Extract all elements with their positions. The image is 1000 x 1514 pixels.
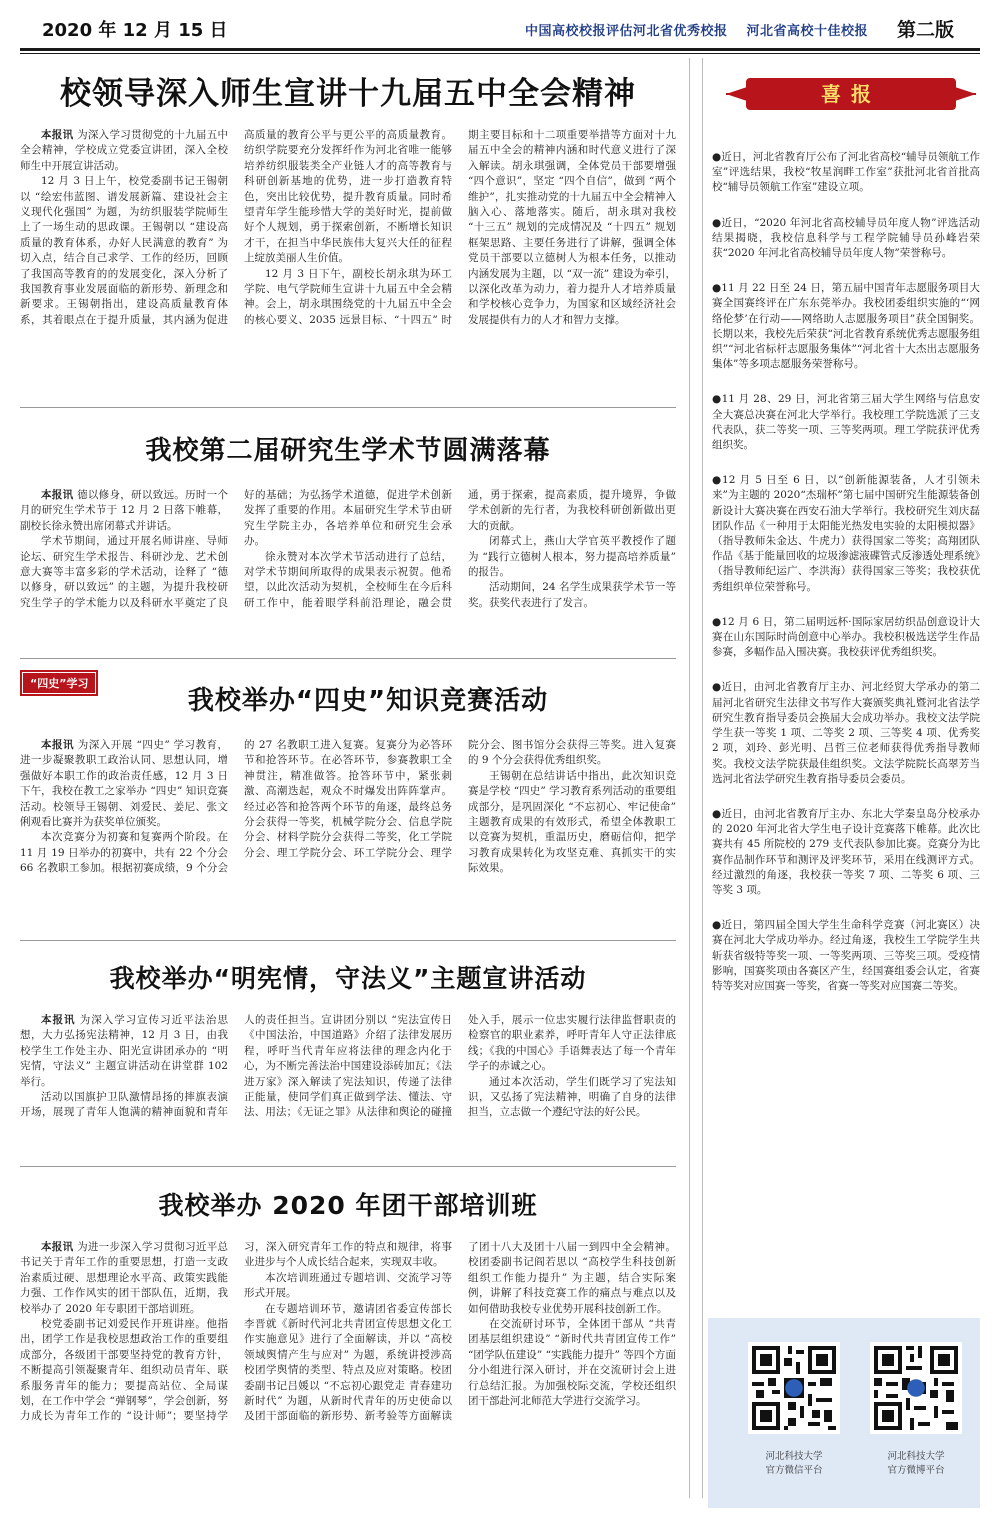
article-xueshujie <box>20 410 676 650</box>
article-sishi <box>20 662 676 932</box>
banner-title: 喜报 <box>746 78 956 110</box>
lead-label: 本报讯 <box>41 1014 76 1026</box>
article-separator <box>20 940 676 941</box>
article-headline: 我校举办“明宪情，守法义”主题宣讲活动 <box>109 964 587 993</box>
qr-label-line: 河北科技大学 <box>765 1451 823 1462</box>
paragraph: 王锡朝在总结讲话中指出，此次知识竞赛是学校 “四史” 学习教育系列活动的重要组成部分，是巩固深化 “不忘初心、牢记使命” 主题教育成果的有效形式，希望全体教职工以竞赛为契机，重温历史，磨砺信仰，把学习教育成果转化为攻坚克难、真抓实干的实际效果。 <box>468 769 676 875</box>
article-wuzhong <box>20 60 676 390</box>
good-news-banner <box>726 72 976 116</box>
article-body <box>20 488 676 648</box>
qr-code-icon <box>748 1342 840 1434</box>
paragraph: 12 月 3 日上午，校党委副书记王锡朝以 “绘宏伟蓝图、谱发展新篇、建设社会主义现代化强国” 为题，为纺织服装学院师生上了一场生动的思政课。王锡朝以 “建设高质量的教育体系，办好人民满意的教育” 为切入点，结合自己求学、工作的经历，回顾了我国高等教育的的发展变化，深入分析了我国教育事业发展面临的新形势、新理念和新要求。王锡朝指出，建设高质量教育体系，其着眼点在于提升质量，其内涵为促进高质量的教育公平与更公平的高质量教育。纺织学院要充分发挥纤作为河北省唯一能够培养纺织服装类全产业链人才的高等教育与科研创新基地的优势，进一步打造教育特色，突出比较优势，提升教育质量。同时希望青年学生能珍惜大学的美好时光，提前做好个人规划，勇于探索创新，不断增长知识才干，在担当中华民族伟大复兴大任的征程上绽放美丽人生价值。 <box>20 129 452 326</box>
lead-label: 本报讯 <box>41 1241 74 1253</box>
article-separator <box>20 658 676 659</box>
paragraph: 为深入学习宣传习近平法治思想，大力弘扬宪法精神，12 月 3 日，由我校学生工作处主办、阳光宣讲团承办的 “明宪情，守法义” 主题宣讲活动在讲堂群 102 举行。 <box>20 1014 229 1088</box>
paragraph: 为进一步深入学习贯彻习近平总书记关于青年工作的重要思想，打造一支政治素质过硬、思想理论水平高、政策实践能力强、工作作风实的团干部队伍，近期，我校举办了 2020 年专职团干部培训班。 <box>20 1241 229 1315</box>
article-headline: 我校第二届研究生学术节圆满落幕 <box>145 436 551 466</box>
paragraph: 本次培训班通过专题培训、交流学习等形式开展。 <box>244 1271 452 1300</box>
paragraph: 12 月 3 日下午，副校长胡永琪为环工学院、电气学院师生宣讲十九届五中全会精神。会上，胡永琪围绕党的十九届五中全会的核心要义、2035 远景目标、“十四五” 时期主要目标和十二项重要举措等方面对十九届五中全会的精神内涵和时代意义进行了深入解读。胡永琪强调，全体党员干部要增强 “四个意识”，坚定 “四个自信”，做到 “两个维护”，扎实推动党的十九届五中全会精神入脑入心、落地落实。随后，胡永琪对我校 “十三五” 规划的完成情况及 “十四五” 规划框架思路、主要任务进行了讲解，强调全体党员干部要以立德树人为根本任务，以推动内涵发展为主题，以 “双一流” 建设为牵引，以深化改革为动力，着力提升人才培养质量和学校核心竞争力，为国家和区域经济社会发展提供有力的人才和智力支撑。 <box>244 129 676 326</box>
column-divider <box>689 58 690 1498</box>
paragraph: 本次竞赛分为初赛和复赛两个阶段。在 11 月 19 日举办的初赛中，共有 22 个分会 66 名教职工参加。根据初赛成绩，9 个分会的 27 名教职工进入复赛。复赛分为必答环节和抢答环节。在必答环节，参赛教职工全神贯注，精准做答。抢答环节中，紧张刺激、高潮迭起，观众不时爆发出阵阵掌声。经过必答和抢答两个环节的角逐，最终总务分会获得一等奖，机械学院分会、信息学院分会、材料学院分会获得二等奖，化工学院分会、理工学院分会、环工学院分会、理学院分会、图书馆分会获得三等奖。进入复赛的 9 个分会获得优秀组织奖。 <box>20 739 676 875</box>
paragraph: 德以修身，研以致远。历时一个月的研究生学术节于 12 月 2 日落下帷幕，副校长徐永赞出席闭幕式并讲话。 <box>20 489 229 532</box>
lead-label: 本报讯 <box>41 739 74 751</box>
header-rule <box>20 48 980 51</box>
paragraph: 为深入开展 “四史” 学习教育，进一步凝聚教职工政治认同、思想认同，增强做好本职工作的政治责任感，12 月 3 日下午，我校在教工之家举办 “四史” 知识竞赛活动。校领导王锡朝、刘爱民、姜尼、张文俐观看比赛并为获奖单位颁奖。 <box>20 739 229 829</box>
page-header <box>20 0 980 48</box>
article-tuanganbu <box>20 1170 676 1505</box>
qr-code-icon <box>870 1342 962 1434</box>
news-item: ●12 月 6 日，第二届明远杯·国际家居纺织品创意设计大赛在山东国际时尚创意中心举办。我校积极选送学生作品参赛，多幅作品入围决赛。我校获评优秀组织奖。 <box>712 615 980 659</box>
issue-date: 2020 年 12 月 15 日 <box>42 20 228 41</box>
weibo-qr-code[interactable] <box>870 1342 962 1434</box>
paragraph: 活动以国旗护卫队激情昂扬的摔旗表演开场，展现了青年人饱满的精神面貌和青年人的责任担当。宣讲团分别以 “宪法宣传日《中国法治，中国道路》介绍了法律发展历程，呼吁当代青年应将法律的理念内化于心，为不断完善法治中国建设添砖加瓦；《法进万家》深入解读了宪法知识，传递了法律正能量，使同学们真正做到学法、懂法、守法、用法；《无证之罪》从法律和舆论的碰撞处入手，展示一位忠实履行法律监督职责的检察官的职业素养，呼吁青年人守正法律底线；《我的中国心》手语舞表达了每一个青年学子的赤诚之心。 <box>20 1014 676 1119</box>
paragraph: 闭幕式上，燕山大学官英平教授作了题为 “践行立德树人根本，努力提高培养质量” 的报告。 <box>468 535 676 579</box>
motto-2: 河北省高校十佳校报 <box>746 24 868 39</box>
article-separator <box>20 407 676 408</box>
wechat-qr-code[interactable] <box>748 1342 840 1434</box>
news-item: ●近日，由河北省教育厅主办、河北经贸大学承办的第二届河北省研究生法律文书写作大赛颁奖典礼暨河北省法学研究生教育指导委员会换届大会成功举办。我校文法学院学生获一等奖 1 项、二等奖 2 项、三等奖 4 项、优秀奖 2 项，刘玲、彭光明、吕哲三位老师获得优秀指导教师奖。我校文法学院获最佳组织奖。文法学院院长高翠芳当选河北省法学研究生教育指导委员会委员。 <box>712 681 980 785</box>
header-rule-thin <box>20 53 980 54</box>
article-body <box>20 1240 676 1502</box>
paragraph: 在专题培训环节，邀请团省委宣传部长李晋就《新时代河北共青团宣传思想文化工作实施意见》进行了全面解读，并以 “高校领域舆情产生与应对” 为题，系统讲授涉高校团学舆情的类型、特点及应对策略。校团委副书记吕媛以 “不忘初心跟党走 青春建功新时代” 为题，从新时代青年的历史使命以及团干部面临的新形势、新考验等方面解读了团十八大及团十八届一到四中全会精神。校团委副书记阎若思以 “高校学生科技创新组织工作能力提升” 为主题，结合实际案例，讲解了科技竞赛工作的痛点与难点以及如何借助我校专业优势开展科技创新工作。 <box>244 1241 676 1423</box>
article-separator <box>20 1166 676 1167</box>
column-divider <box>702 58 703 1498</box>
article-body <box>20 1013 676 1155</box>
qr-label-line: 官方微博平台 <box>887 1465 945 1476</box>
paragraph: 活动期间，24 名学生成果获学术节一等奖。获奖代表进行了发言。 <box>468 581 676 609</box>
article-body <box>20 128 676 390</box>
paragraph: 徐永赞对本次学术节活动进行了总结，对学术节期间所取得的成果表示祝贺。他希望，以此次活动为契机，全校师生在今后科研工作中，能着眼学科前沿理论，融会贯通，勇于探索，提高素质，提升境界，争做学术创新的先行者，为我校科研创新做出更大的贡献。 <box>244 489 676 609</box>
paragraph: 通过本次活动，学生们既学习了宪法知识，又弘扬了宪法精神，明确了自身的法律担当，立志做一个遵纪守法的好公民。 <box>468 1075 676 1119</box>
motto-1: 中国高校校报评估河北省优秀校报 <box>524 24 728 39</box>
news-item: ●近日，第四届全国大学生生命科学竞赛（河北赛区）决赛在河北大学成功举办。经过角逐，我校生工学院学生共斩获省级特等奖一项、一等奖两项、三等奖三项。受疫情影响，国赛奖项由各赛区产生，经国赛组委会认定，省赛特等奖对应国赛一等奖，省赛一等奖对应国赛二等奖。 <box>712 919 980 992</box>
news-item: ●12 月 5 日至 6 日，以“创新能源装备，人才引领未来”为主题的 2020“杰瑞杯”第七届中国研究生能源装备创新设计大赛决赛在西安石油大学举行。我校研究生刘庆磊团队作品《一种用于太阳能光热发电实验的太阳模拟器》（指导教师朱金达、牛虎力）获得国家二等奖；高翔团队作品《基于能量回收的垃圾渗滤液碟管式反渗透处理系统》（指导教师纪运广、李洪海）获得国家三等奖；我校获优秀组织单位荣誉称号。 <box>712 474 980 593</box>
news-item: ●近日，“2020 年河北省高校辅导员年度人物”评选活动结果揭晓，我校信息科学与工程学院辅导员孙峰岩荣获“2020 年河北省高校辅导员年度人物”荣誉称号。 <box>712 216 980 260</box>
good-news-list <box>712 150 980 1014</box>
edition-label: 第二版 <box>896 19 954 41</box>
news-item: ●11 月 22 日至 24 日，第五届中国青年志愿服务项目大赛全国赛终评在广东东莞举办。我校团委组织实施的“‘网络伦梦’在行动——网络助人志愿服务项目”获全国铜奖。长期以来，我校先后荣获“河北省教育系统优秀志愿服务组织”“河北省标杆志愿服务集体”“河北省十大杰出志愿服务集体”等多项志愿服务荣誉称号。 <box>712 282 980 371</box>
qr-label-line: 官方微信平台 <box>765 1465 823 1476</box>
article-body <box>20 738 676 928</box>
news-item: ●近日，河北省教育厅公布了河北省高校“辅导员领航工作室”评选结果，我校“牧星润畔工作室”获批河北省首批高校“辅导员领航工作室”建设立项。 <box>712 151 980 194</box>
wechat-qr-label <box>739 1450 849 1478</box>
article-headline: 校领导深入师生宣讲十九届五中全会精神 <box>60 76 636 112</box>
paragraph: 校党委副书记刘爱民作开班讲座。他指出，团学工作是我校思想政治工作的重要组成部分，各级团干部要坚持党的教育方针，不断提高引领凝聚青年、组织动员青年、联系服务青年的能力；要提高站位、全局谋划，在工作中学会 “弹钢琴”，学会创新，努力成长为青年工作的 “设计师”；要坚持学习，深入研究青年工作的特点和规律，将事业进步与个人成长结合起来，实现双丰收。 <box>20 1241 452 1423</box>
paragraph: 在交流研讨环节，全体团干部从 “共青团基层组织建设” “新时代共青团宣传工作” “团学队伍建设” “实践能力提升” 等四个方面分小组进行深入研讨，并在交流研讨会上进行总结汇报。为加强校际交流，学校还组织团干部赴河北师范大学进行交流学习。 <box>468 1318 676 1408</box>
paragraph: 为深入学习贯彻党的十九届五中全会精神，学校成立党委宣讲团，深入全校师生中开展宣讲活动。 <box>20 129 229 172</box>
header-mottos <box>511 20 868 39</box>
lead-label: 本报讯 <box>41 489 74 501</box>
weibo-qr-label <box>861 1450 971 1478</box>
qr-label-line: 河北科技大学 <box>887 1451 945 1462</box>
article-xianfa <box>20 945 676 1160</box>
paragraph: 学术节期间，通过开展名师讲座、导师论坛、研究生学术报告、科研沙龙、艺术创意大赛等丰富多彩的学术活动，诠释了 “德以修身，研以致远” 的主题，为提升我校研究生学子的学术能力以及科研水平奠定了良好的基础；为弘扬学术道德，促进学术创新发挥了重要的作用。本届研究生学术节由研究生学院主办，各培养单位和研究生会承办。 <box>20 489 452 609</box>
lead-label: 本报讯 <box>41 129 74 141</box>
news-item: ●11 月 28、29 日，河北省第三届大学生网络与信息安全大赛总决赛在河北大学举行。我校理工学院选派了三支代表队，获二等奖一项、三等奖两项。理工学院获评优秀组织奖。 <box>712 393 980 452</box>
article-headline: 我校举办“四史”知识竞赛活动 <box>187 686 549 716</box>
section-tag: “四史”学习 <box>20 670 98 696</box>
news-item: ●近日，由河北省教育厅主办、东北大学秦皇岛分校承办的 2020 年河北省大学生电子设计竞赛落下帷幕。此次比赛共有 45 所院校的 279 支代表队参加比赛。竞赛分为比赛作品制作环节和测评及评奖环节，采用在线测评方式。经过激烈的角逐，我校获一等奖 7 项、二等奖 6 项、三等奖 3 项。 <box>712 807 980 896</box>
article-headline: 我校举办 2020 年团干部培训班 <box>158 1191 538 1220</box>
